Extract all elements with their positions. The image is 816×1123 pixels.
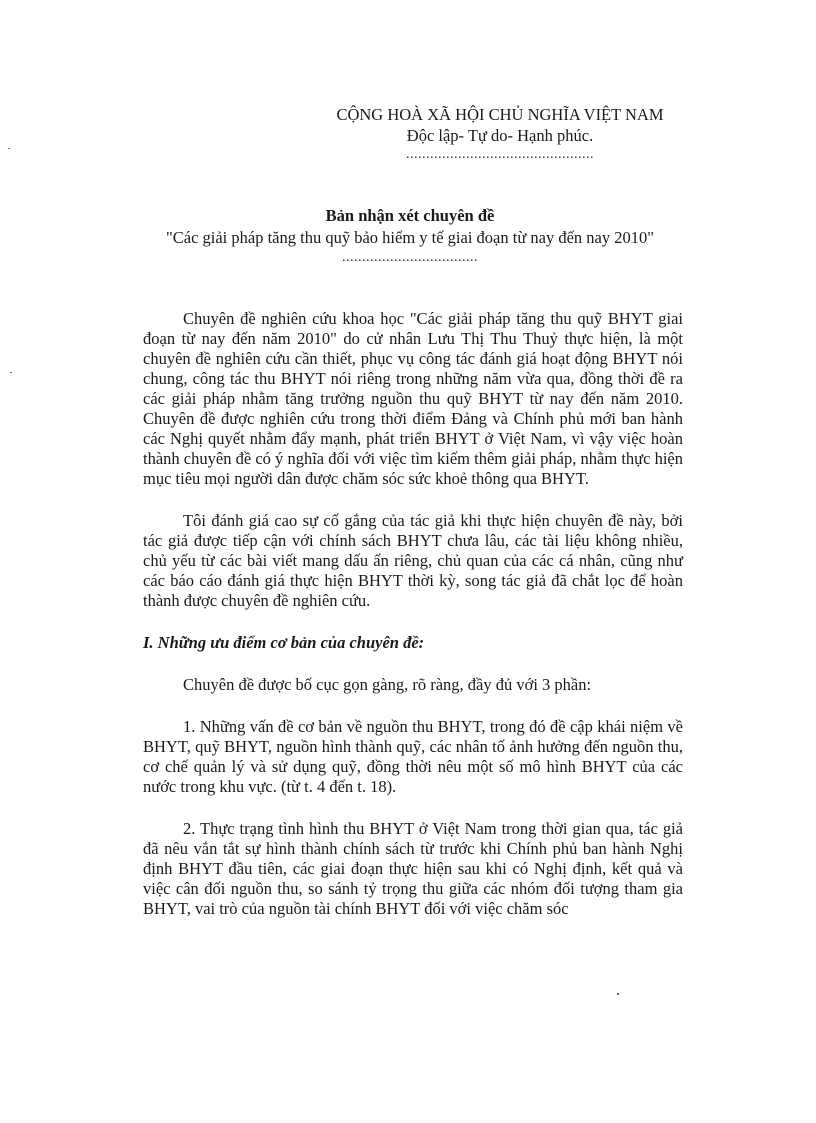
paragraph-structure: Chuyên đề được bố cục gọn gàng, rõ ràng, đầy đủ với 3 phần:: [183, 675, 592, 694]
scan-speck: [617, 993, 619, 995]
paragraph-part-1: 1. Những vấn đề cơ bản về nguồn thu BHYT, trong đó đề cập khái niệm về BHYT, quỹ BHYT, nguồn hình thành quỹ, các nhân tố ảnh hưởng đến nguồn thu, cơ chế quản lý và sử dụng quỹ, đồng thời nêu một số mô hình BHYT của các nước trong khu vực. (từ t. 4 đến t. 18).: [143, 717, 683, 796]
section-heading-strengths: I. Những ưu điểm cơ bản của chuyên đề:: [143, 633, 425, 652]
national-motto: Độc lập- Tự do- Hạnh phúc.: [406, 126, 594, 145]
document-title-block: [60, 205, 760, 265]
header-separator: ...............................................: [406, 147, 594, 162]
national-header: [300, 104, 700, 162]
paragraph-assessment: Tôi đánh giá cao sự cố gắng của tác giả khi thực hiện chuyên đề này, bởi tác giả được tiếp cận với chính sách BHYT chưa lâu, các tài liệu không nhiều, chủ yếu từ các bài viết mang dấu ấn riêng, chủ quan của các cá nhân, cũng như các báo cáo đánh giá thực hiện BHYT thời kỳ, song tác giả đã chắt lọc để hoàn thành được chuyên đề nghiên cứu.: [143, 511, 683, 610]
document-subtitle: "Các giải pháp tăng thu quỹ bảo hiểm y tế giai đoạn từ nay đến nay 2010": [166, 228, 654, 247]
scan-mark: [10, 372, 12, 373]
paragraph-intro: Chuyên đề nghiên cứu khoa học "Các giải pháp tăng thu quỹ BHYT giai đoạn từ nay đến năm 2010" do cử nhân Lưu Thị Thu Thuỷ thực hiện, là một chuyên đề nghiên cứu cần thiết, phục vụ công tác đánh giá hoạt động BHYT nói chung, công tác thu BHYT nói riêng trong những năm vừa qua, đồng thời đề ra các giải pháp nhằm tăng trưởng nguồn thu quỹ BHYT từ nay đến năm 2010. Chuyên đề được nghiên cứu trong thời điểm Đảng và Chính phủ mới ban hành các Nghị quyết nhằm đẩy mạnh, phát triển BHYT ở Việt Nam, vì vậy việc hoàn thành chuyên đề có ý nghĩa đối với việc tìm kiếm thêm giải pháp, nhằm thực hiện mục tiêu mọi người dân được chăm sóc sức khoẻ thông qua BHYT.: [143, 309, 683, 488]
document-title: Bản nhận xét chuyên đề: [325, 206, 495, 225]
paragraph-part-2: 2. Thực trạng tình hình thu BHYT ở Việt Nam trong thời gian qua, tác giả đã nêu vắn tắt sự hình thành chính sách từ trước khi Chính phủ ban hành Nghị định BHYT đầu tiên, các giai đoạn thực hiện sau khi có Nghị định, kết quả và việc cân đối nguồn thu, so sánh tỷ trọng thu giữa các nhóm đối tượng tham gia BHYT, vai trò của nguồn tài chính BHYT đối với việc chăm sóc: [143, 819, 683, 918]
country-name: CỘNG HOÀ XÃ HỘI CHỦ NGHĨA VIỆT NAM: [336, 105, 664, 124]
scan-mark: [8, 148, 10, 149]
title-separator: ..................................: [342, 250, 478, 265]
document-body: [143, 309, 683, 939]
